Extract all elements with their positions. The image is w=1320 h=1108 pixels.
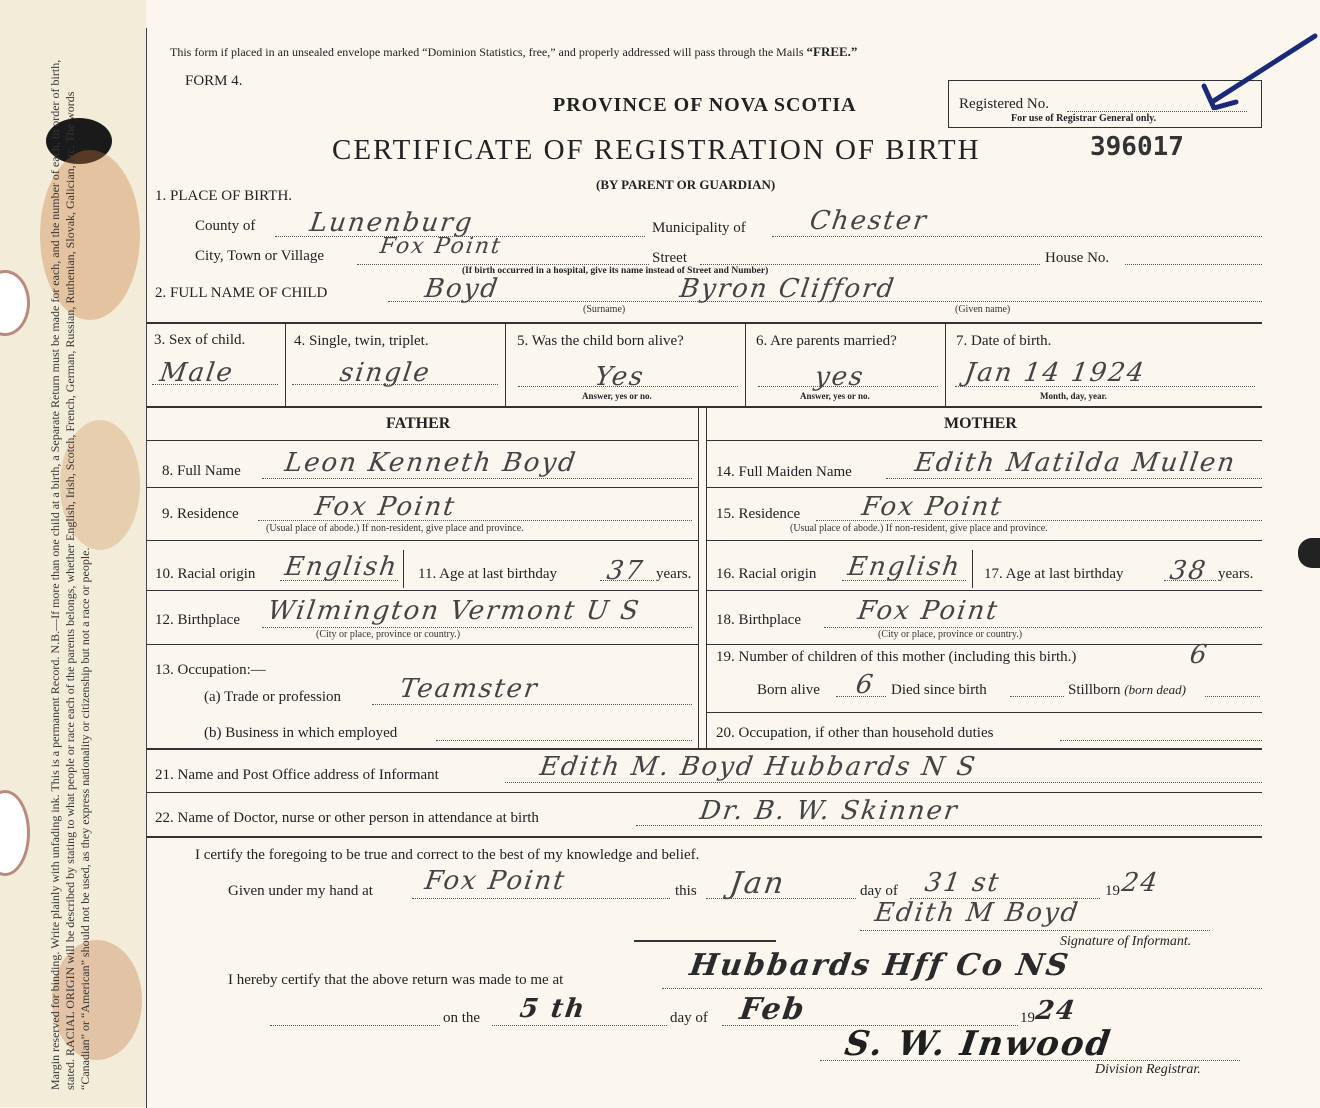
child-given-name: Byron Clifford — [677, 274, 898, 304]
mother-name: Edith Matilda Mullen — [912, 448, 1239, 478]
parents-married-question: 6. Are parents married? — [756, 333, 897, 349]
county-label: County of — [195, 218, 256, 234]
certificate-title: CERTIFICATE OF REGISTRATION OF BIRTH — [332, 134, 981, 166]
given-place: Fox Point — [422, 866, 568, 896]
stillborn-label: Stillborn (born dead) — [1068, 682, 1187, 698]
registrar-statement: I hereby certify that the above return was made to me at — [228, 972, 564, 988]
registration-number: 396017 — [1090, 132, 1184, 162]
born-alive-count: 6 — [853, 670, 877, 700]
street-label: Street — [652, 250, 687, 266]
registrar-place: Hubbards Hff Co NS — [687, 948, 1073, 983]
mother-residence-caption: (Usual place of abode.) If non-resident, give place and province. — [790, 523, 1048, 534]
sex-label: 3. Sex of child. — [154, 332, 246, 348]
father-occupation-label: 13. Occupation:— — [155, 662, 266, 678]
informant-signature: Edith M Boyd — [872, 898, 1082, 928]
father-residence-label: 9. Residence — [162, 506, 239, 522]
father-trade: Teamster — [397, 674, 541, 704]
born-alive-answer: Yes — [592, 362, 647, 392]
plurality-value: single — [337, 358, 433, 388]
mail-notice-text: This form if placed in an unsealed envelope marked “Dominion Statistics, free,” and properly addressed will pass through the Mails — [170, 45, 804, 59]
father-name-label: 8. Full Name — [162, 463, 241, 479]
children-count-label: 19. Number of children of this mother (including this birth.) — [716, 649, 1077, 665]
father-residence: Fox Point — [312, 492, 458, 522]
city-label: City, Town or Village — [195, 248, 325, 264]
certification-day: 31 st — [922, 868, 1003, 898]
registrar-day: 5 th — [517, 994, 589, 1024]
died-since-birth-label: Died since birth — [891, 682, 987, 698]
certification-statement: I certify the foregoing to be true and correct to the best of my knowledge and belief. — [195, 847, 700, 863]
children-count: 6 — [1187, 640, 1211, 670]
answer-caption: Answer, yes or no. — [800, 391, 870, 401]
mother-heading: MOTHER — [944, 415, 1017, 432]
father-race-label: 10. Racial origin — [155, 566, 256, 582]
signature-caption: Signature of Informant. — [1060, 934, 1192, 949]
father-age-label: 11. Age at last birthday — [418, 566, 557, 582]
this-label: this — [675, 883, 697, 899]
mother-name-label: 14. Full Maiden Name — [716, 464, 852, 480]
margin-instructions: Margin reserved for binding. Write plainly with unfading ink. This is a permanent Record. N.B.—If more than one child at a birth, a Separate Return must be made for each, and the number of each, in order of birth, stated. RACIAL ORIGIN will be described by stating to what people or race each of the parents belongs, whether English, Irish, Scotch, French, German, Russian, Ruthenian, Slovak, Galician, etc. The words “Canadian” or “American” should not be used, as they express nationality or citizenship but not a race or people. — [48, 59, 92, 1090]
informant-label: 21. Name and Post Office address of Informant — [155, 767, 439, 783]
father-race: English — [282, 552, 401, 582]
mother-residence: Fox Point — [859, 492, 1005, 522]
mother-birthplace-caption: (City or place, province or country.) — [878, 629, 1023, 640]
registrar-day-of-label: day of — [670, 1010, 708, 1026]
father-birthplace: Wilmington Vermont U S — [265, 596, 643, 626]
trade-label: (a) Trade or profession — [204, 689, 342, 705]
father-birthplace-caption: (City or place, province or country.) — [316, 629, 461, 640]
child-name-label: 2. FULL NAME OF CHILD — [155, 285, 328, 301]
date-of-birth-value: Jan 14 1924 — [962, 358, 1148, 388]
date-of-birth-label: 7. Date of birth. — [956, 333, 1052, 349]
father-name: Leon Kenneth Boyd — [282, 448, 579, 478]
child-surname: Boyd — [422, 274, 502, 304]
registrar-signature: S. W. Inwood — [842, 1024, 1115, 1064]
registrar-year: 24 — [1033, 996, 1079, 1026]
father-birthplace-label: 12. Birthplace — [155, 612, 240, 628]
answer-caption: Answer, yes or no. — [582, 391, 652, 401]
place-of-birth-heading: 1. PLACE OF BIRTH. — [155, 188, 293, 204]
born-alive-label: Born alive — [757, 682, 820, 698]
city-value: Fox Point — [378, 234, 504, 259]
municipality-label: Municipality of — [652, 220, 746, 236]
house-label: House No. — [1045, 250, 1110, 266]
mother-race-label: 16. Racial origin — [716, 566, 817, 582]
dob-caption: Month, day, year. — [1040, 391, 1107, 401]
registrar-note: For use of Registrar General only. — [1011, 113, 1157, 124]
registrar-caption: Division Registrar. — [1095, 1062, 1201, 1077]
hospital-note: (If birth occurred in a hospital, give its name instead of Street and Number) — [462, 266, 769, 276]
doctor-label: 22. Name of Doctor, nurse or other person in attendance at birth — [155, 810, 539, 826]
parents-married-answer: yes — [812, 362, 867, 392]
doctor-value: Dr. B. W. Skinner — [697, 796, 961, 826]
day-of-label: day of — [860, 883, 898, 899]
surname-caption: (Surname) — [583, 304, 626, 315]
father-heading: FATHER — [386, 415, 451, 432]
registered-label: Registered No. — [959, 96, 1049, 112]
punch-mark — [1298, 538, 1320, 568]
province-heading: PROVINCE OF NOVA SCOTIA — [553, 94, 857, 116]
divider — [634, 940, 776, 942]
registrar-year-prefix: 19 — [1020, 1010, 1035, 1026]
mother-birthplace-label: 18. Birthplace — [716, 612, 801, 628]
born-alive-question: 5. Was the child born alive? — [517, 333, 684, 349]
informant-value: Edith M. Boyd Hubbards N S — [537, 752, 979, 782]
given-under-label: Given under my hand at — [228, 883, 373, 899]
mother-residence-label: 15. Residence — [716, 506, 801, 522]
certification-month: Jan — [727, 866, 788, 901]
father-residence-caption: (Usual place of abode.) If non-resident, give place and province. — [266, 523, 524, 534]
margin-rule — [146, 28, 147, 1108]
form-number: FORM 4. — [185, 73, 243, 89]
municipality-value: Chester — [807, 206, 930, 236]
plurality-label: 4. Single, twin, triplet. — [294, 333, 429, 349]
mail-notice — [170, 44, 857, 60]
certificate-subtitle: (BY PARENT OR GUARDIAN) — [596, 177, 776, 192]
county-value: Lunenburg — [307, 208, 476, 238]
father-age: 37 — [604, 556, 647, 586]
mother-age-label: 17. Age at last birthday — [984, 566, 1124, 582]
father-age-years: years. — [656, 566, 692, 582]
mother-occupation-label: 20. Occupation, if other than household duties — [716, 725, 994, 741]
given-name-caption: (Given name) — [955, 304, 1011, 315]
sex-value: Male — [157, 358, 236, 388]
registrar-month: Feb — [737, 992, 809, 1027]
certification-year-prefix: 19 — [1105, 883, 1120, 899]
mother-age: 38 — [1167, 556, 1210, 586]
mother-birthplace: Fox Point — [855, 596, 1001, 626]
on-the-label: on the — [443, 1010, 481, 1026]
check-mark-icon — [1190, 30, 1320, 110]
mother-age-years: years. — [1218, 566, 1254, 582]
mail-notice-free: “FREE.” — [806, 44, 858, 59]
certification-year: 24 — [1119, 868, 1162, 898]
business-label: (b) Business in which employed — [204, 725, 398, 741]
mother-race: English — [845, 552, 964, 582]
